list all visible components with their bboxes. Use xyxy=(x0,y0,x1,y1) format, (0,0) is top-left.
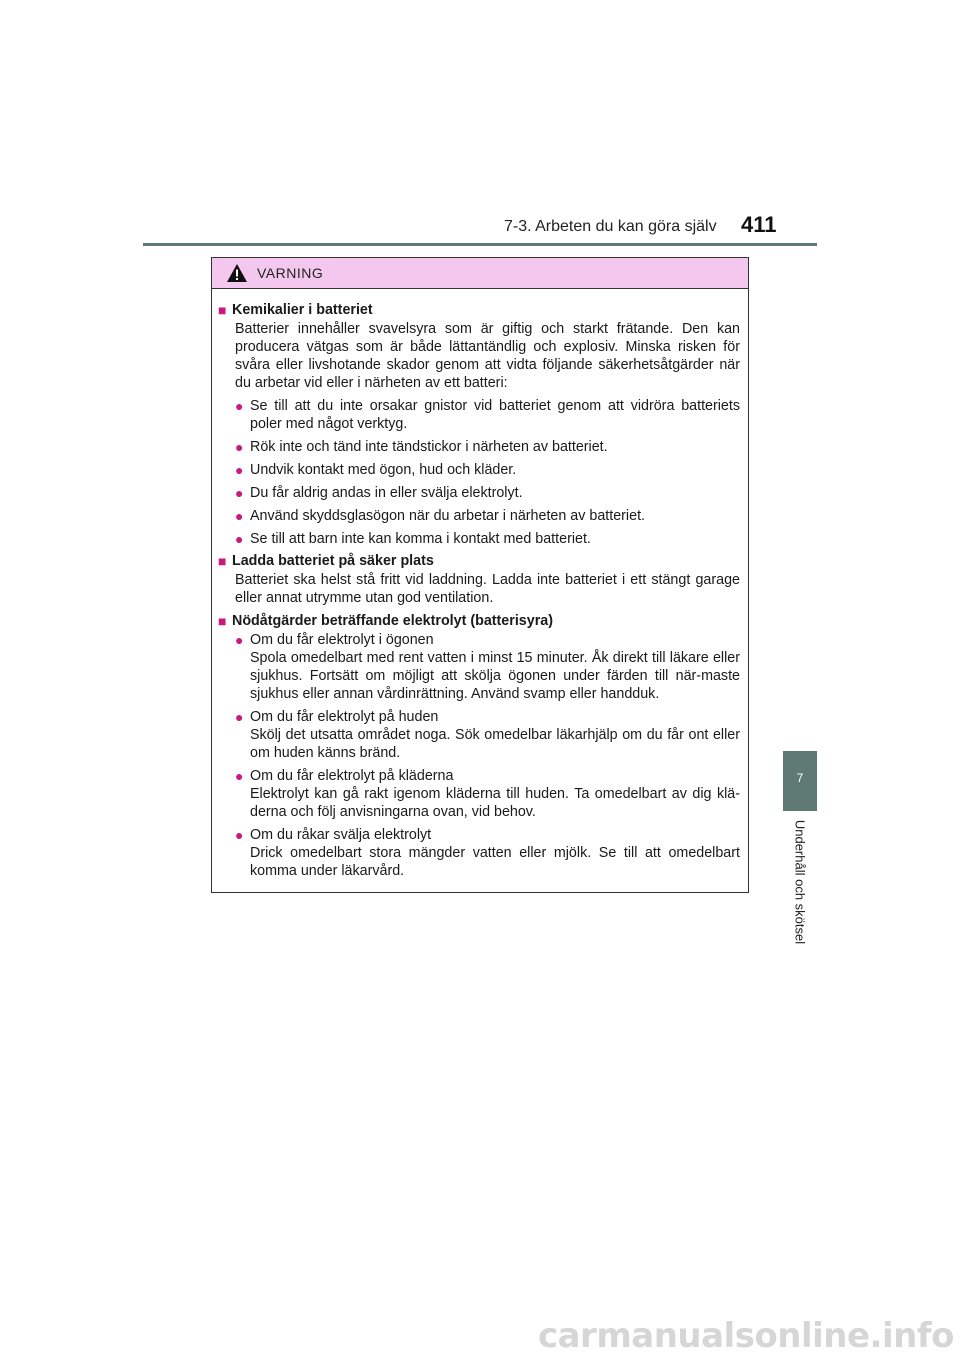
list-item-text: Rök inte och tänd inte tändstickor i närheten av batteriet. xyxy=(250,439,608,455)
list-item xyxy=(218,397,740,433)
section-heading-text: Ladda batteriet på säker plats xyxy=(232,553,434,569)
circle-bullet-icon: ● xyxy=(235,632,244,648)
circle-bullet-icon: ● xyxy=(235,485,244,501)
list-item xyxy=(218,507,740,525)
page-number: 411 xyxy=(741,212,777,237)
list-item-title: Om du får elektrolyt på huden xyxy=(250,709,439,725)
section-paragraph: Batterier innehåller svavelsyra som är giftig och starkt frätande. Den kan producera vätgas som är både lättantändlig och explosiv. Minska risken för svåra eller livshotande skador genom att vidta följande säkerhetsåtgärder när du arbetar vid eller i närheten av ett batteri: xyxy=(235,321,740,391)
list-item-text xyxy=(250,826,740,880)
circle-bullet-icon: ● xyxy=(235,439,244,455)
list-item-text xyxy=(250,631,740,703)
circle-bullet-icon: ● xyxy=(235,398,244,414)
list-item xyxy=(218,767,740,821)
section-heading xyxy=(218,612,740,630)
list-item xyxy=(218,484,740,502)
list-item xyxy=(218,826,740,880)
chapter-tab xyxy=(783,751,817,811)
warning-header xyxy=(212,258,748,289)
square-bullet-icon: ■ xyxy=(218,302,227,318)
list-item-title: Om du råkar svälja elektrolyt xyxy=(250,827,432,843)
list-item-text: Du får aldrig andas in eller svälja elektrolyt. xyxy=(250,485,523,501)
warning-triangle-icon xyxy=(226,263,248,283)
list-item-text: Se till att barn inte kan komma i kontakt med batteriet. xyxy=(250,531,591,547)
list-item xyxy=(218,708,740,762)
square-bullet-icon: ■ xyxy=(218,613,227,629)
list-item-body: Spola omedelbart med rent vatten i minst 15 minuter. Åk direkt till läkare eller sjukhus. Fortsätt om möjligt att skölja ögonen under färden till när-maste sjukhus eller annan vårdinrättning. Använd svamp eller handduk. xyxy=(250,650,740,702)
list-item-title: Om du får elektrolyt på kläderna xyxy=(250,768,454,784)
circle-bullet-icon: ● xyxy=(235,508,244,524)
section-title: 7-3. Arbeten du kan göra själv xyxy=(504,218,717,235)
warning-label: VARNING xyxy=(257,265,324,281)
list-item xyxy=(218,438,740,456)
section-heading xyxy=(218,552,740,570)
section-heading-text: Kemikalier i batteriet xyxy=(232,302,373,318)
list-item-text: Se till att du inte orsakar gnistor vid batteriet genom att vidröra batteriets poler med något verktyg. xyxy=(250,398,740,432)
list-item-body: Skölj det utsatta området noga. Sök omedelbar läkarhjälp om du får ont eller om huden känns bränd. xyxy=(250,727,740,761)
square-bullet-icon: ■ xyxy=(218,553,227,569)
warning-body xyxy=(212,289,748,880)
list-item xyxy=(218,461,740,479)
circle-bullet-icon: ● xyxy=(235,768,244,784)
list-item-body: Drick omedelbart stora mängder vatten eller mjölk. Se till att omedelbart komma under läkarvård. xyxy=(250,845,740,879)
list-item-text xyxy=(250,708,740,762)
warning-box xyxy=(211,257,749,893)
circle-bullet-icon: ● xyxy=(235,462,244,478)
section-heading xyxy=(218,301,740,319)
circle-bullet-icon: ● xyxy=(235,827,244,843)
list-item xyxy=(218,631,740,703)
list-item-text: Använd skyddsglasögon när du arbetar i närheten av batteriet. xyxy=(250,508,646,524)
header-rule xyxy=(143,243,817,246)
list-item xyxy=(218,530,740,548)
list-item-text: Undvik kontakt med ögon, hud och kläder. xyxy=(250,462,517,478)
chapter-label: Underhåll och skötsel xyxy=(792,819,808,945)
chapter-number: 7 xyxy=(796,771,804,785)
circle-bullet-icon: ● xyxy=(235,531,244,547)
circle-bullet-icon: ● xyxy=(235,709,244,725)
list-item-title: Om du får elektrolyt i ögonen xyxy=(250,632,434,648)
section-paragraph: Batteriet ska helst stå fritt vid laddning. Ladda inte batteriet i ett stängt garage eller annat utrymme utan god ventilation. xyxy=(235,572,740,606)
list-item-body: Elektrolyt kan gå rakt igenom kläderna till huden. Ta omedelbart av dig klä-derna och följ anvisningarna ovan, vid behov. xyxy=(250,786,740,820)
list-item-text xyxy=(250,767,740,821)
watermark: carmanualsonline.info xyxy=(537,1316,954,1356)
section-heading-text: Nödåtgärder beträffande elektrolyt (batterisyra) xyxy=(232,613,553,629)
